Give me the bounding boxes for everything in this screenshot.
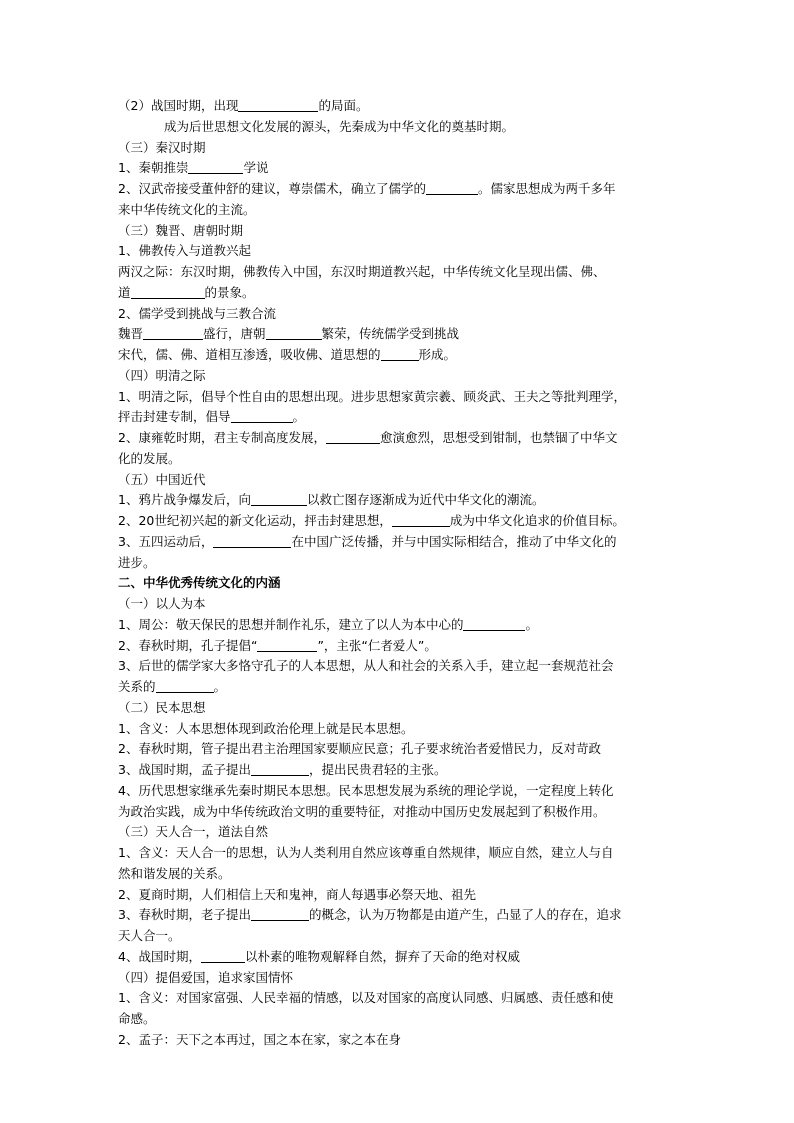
text-line — [118, 802, 684, 823]
text-line — [118, 117, 684, 138]
line-text: 4、战国时期， — [118, 948, 201, 964]
line-text: 的局面。 — [318, 98, 369, 113]
line-text: ”，主张“仁者爱人”。 — [317, 637, 437, 653]
text-line — [118, 179, 684, 200]
fill-in-blank[interactable] — [381, 347, 419, 361]
line-text: 2、春秋时期，管子提出君主治理国家要顺应民意；孔子要求统治者爱惜民力，反对苛政 — [118, 741, 601, 757]
text-line — [118, 532, 684, 553]
text-line — [118, 324, 684, 345]
text-line — [118, 656, 684, 677]
text-line — [118, 594, 684, 615]
line-text: 以救亡图存逐渐成为近代中华文化的潮流。 — [306, 492, 545, 508]
text-line — [118, 511, 684, 532]
text-line — [118, 1009, 684, 1030]
fill-in-blank[interactable] — [231, 409, 293, 423]
line-text: 3、春秋时期，老子提出 — [118, 907, 251, 923]
text-line — [118, 428, 684, 449]
text-line — [118, 470, 684, 491]
line-text: （二）民本思想 — [118, 699, 206, 715]
text-line — [118, 241, 684, 262]
line-text: 1、秦朝推崇 — [118, 160, 189, 176]
line-text: 成为中华文化追求的价值目标。 — [449, 513, 625, 528]
line-text: 1、明清之际，倡导个性自由的思想出现。进步思想家黄宗羲、顾炎武、王夫之等批判理学， — [118, 388, 626, 404]
line-text: 。儒家思想成为两千多年 — [477, 181, 616, 196]
text-line — [118, 1030, 684, 1051]
text-line — [118, 843, 684, 864]
line-text: 学说 — [243, 160, 269, 176]
text-line — [118, 138, 684, 159]
line-text: 2、康雍乾时期，君主专制高度发展， — [118, 430, 326, 445]
text-line — [118, 677, 684, 698]
line-text: 1、鸦片战争爆发后，向 — [118, 492, 251, 508]
line-text: 1、佛教传入与道教兴起 — [118, 243, 251, 259]
line-text: 。 — [292, 409, 306, 425]
line-text: （一）以人为本 — [118, 596, 206, 611]
fill-in-blank[interactable] — [266, 326, 322, 340]
line-text: 。 — [213, 679, 227, 694]
line-text: （三）天人合一，道法自然 — [118, 824, 269, 840]
text-line — [118, 864, 684, 885]
text-line — [118, 968, 684, 989]
line-text: 2、儒学受到挑战与三教合流 — [118, 305, 276, 321]
line-text: （2）战国时期，出现 — [118, 98, 239, 113]
line-text: 命感。 — [118, 1011, 156, 1026]
fill-in-blank[interactable] — [463, 617, 525, 631]
line-text: 成为后世思想文化发展的源头，先秦成为中华文化的奠基时期。 — [164, 118, 515, 134]
line-text: 2、孟子：天下之本再过，国之本在家，家之本在身 — [118, 1031, 401, 1047]
line-text: 为政治实践，成为中华传统政治文明的重要特征，对推动中国历史发展起到了积极作用。 — [118, 803, 606, 819]
section-heading — [118, 573, 684, 594]
line-text: 。 — [525, 616, 538, 632]
fill-in-blank[interactable] — [143, 326, 203, 340]
text-line — [118, 885, 684, 906]
text-line — [118, 366, 684, 387]
line-text: 的概念，认为万物都是由道产生，凸显了人的存在，追求 — [308, 907, 622, 923]
fill-in-blank[interactable] — [131, 285, 205, 299]
line-text: 以朴素的唯物观解释自然，摒弃了天命的绝对权威 — [244, 948, 520, 964]
fill-in-blank[interactable] — [201, 949, 245, 963]
line-text: 在中国广泛传播，并与中国实际相结合，推动了中华文化的 — [291, 533, 617, 549]
document-page — [118, 96, 684, 1051]
fill-in-blank[interactable] — [188, 160, 243, 174]
fill-in-blank[interactable] — [251, 762, 309, 776]
text-line — [118, 407, 684, 428]
line-text: 1、周公：敬天保民的思想并制作礼乐，建立了以人为本中心的 — [118, 616, 464, 632]
text-line — [118, 449, 684, 470]
fill-in-blank[interactable] — [392, 513, 450, 527]
text-line — [118, 905, 684, 926]
fill-in-blank[interactable] — [251, 492, 307, 506]
line-text: 二、中华优秀传统文化的内涵 — [118, 575, 281, 591]
line-text: 1、含义：人本思想体现到政治伦理上就是民本思想。 — [118, 720, 414, 736]
fill-in-blank[interactable] — [257, 638, 317, 652]
line-text: 天人合一。 — [118, 928, 181, 943]
line-text: 关系的 — [118, 679, 156, 694]
text-line — [118, 490, 684, 511]
text-line — [118, 304, 684, 325]
line-text: 两汉之际：东汉时期，佛教传入中国，东汉时期道教兴起，中华传统文化呈现出儒、佛、 — [118, 264, 606, 279]
text-line — [118, 96, 684, 117]
text-line — [118, 947, 684, 968]
text-line — [118, 698, 684, 719]
line-text: （四）明清之际 — [118, 367, 206, 383]
line-text: （三）魏晋、唐朝时期 — [118, 222, 244, 238]
fill-in-blank[interactable] — [326, 430, 380, 444]
text-line — [118, 387, 684, 408]
line-text: 3、战国时期，孟子提出 — [118, 762, 251, 777]
text-line — [118, 221, 684, 242]
line-text: 4、历代思想家继承先秦时期民本思想。民本思想发展为系统的理论学说，一定程度上转化 — [118, 782, 614, 798]
text-line — [118, 283, 684, 304]
text-line — [118, 739, 684, 760]
line-text: 盛行，唐朝 — [203, 326, 266, 342]
line-text: ，提出民贵君轻的主张。 — [308, 762, 447, 777]
line-text: 形成。 — [418, 347, 457, 362]
line-text: 化的发展。 — [118, 450, 181, 466]
line-text: 2、汉武帝接受董仲舒的建议，尊崇儒术，确立了儒学的 — [118, 181, 426, 196]
line-text: 繁荣，传统儒学受到挑战 — [321, 326, 460, 342]
line-text: 1、含义：天人合一的思想，认为人类利用自然应该尊重自然规律，顺应自然，建立人与自 — [118, 845, 614, 860]
text-line — [118, 200, 684, 221]
line-text: 道 — [118, 284, 131, 300]
text-line — [118, 760, 684, 781]
text-line — [118, 988, 684, 1009]
text-line — [118, 822, 684, 843]
line-text: 2、春秋时期，孔子提倡“ — [118, 637, 258, 653]
line-text: 来中华传统文化的主流。 — [118, 201, 256, 217]
line-text: 1、含义：对国家富强、人民幸福的情感，以及对国家的高度认同感、归属感、责任感和使 — [118, 990, 614, 1006]
text-line — [118, 636, 684, 657]
text-line — [118, 345, 684, 366]
line-text: 魏晋 — [118, 326, 144, 342]
line-text: 然和谐发展的关系。 — [118, 865, 231, 881]
line-text: 宋代，儒、佛、道相互渗透，吸收佛、道思想的 — [118, 347, 381, 362]
line-text: 愈演愈烈，思想受到钳制，也禁锢了中华文 — [379, 430, 618, 445]
fill-in-blank[interactable] — [251, 907, 309, 921]
line-text: 3、五四运动后， — [118, 533, 214, 549]
line-text: 进步。 — [118, 554, 156, 570]
line-text: 3、后世的儒学家大多恪守孔子的人本思想，从人和社会的关系入手，建立起一套规范社会 — [118, 658, 614, 674]
line-text: 的景象。 — [204, 284, 255, 300]
fill-in-blank[interactable] — [156, 679, 214, 693]
text-line — [118, 615, 684, 636]
text-line — [118, 926, 684, 947]
text-line — [118, 781, 684, 802]
text-line — [118, 719, 684, 740]
line-text: 抨击封建专制，倡导 — [118, 409, 231, 425]
line-text: （三）秦汉时期 — [118, 139, 206, 155]
fill-in-blank[interactable] — [426, 181, 478, 195]
line-text: 2、夏商时期，人们相信上天和鬼神，商人每遇事必祭天地、祖先 — [118, 886, 476, 902]
text-line — [118, 262, 684, 283]
fill-in-blank[interactable] — [238, 98, 318, 112]
line-text: 2、20世纪初兴起的新文化运动，抨击封建思想， — [118, 513, 392, 528]
line-text: （四）提倡爱国，追求家国情怀 — [118, 969, 294, 985]
line-text: （五）中国近代 — [118, 471, 206, 487]
fill-in-blank[interactable] — [213, 534, 291, 548]
text-line — [118, 553, 684, 574]
text-line — [118, 158, 684, 179]
